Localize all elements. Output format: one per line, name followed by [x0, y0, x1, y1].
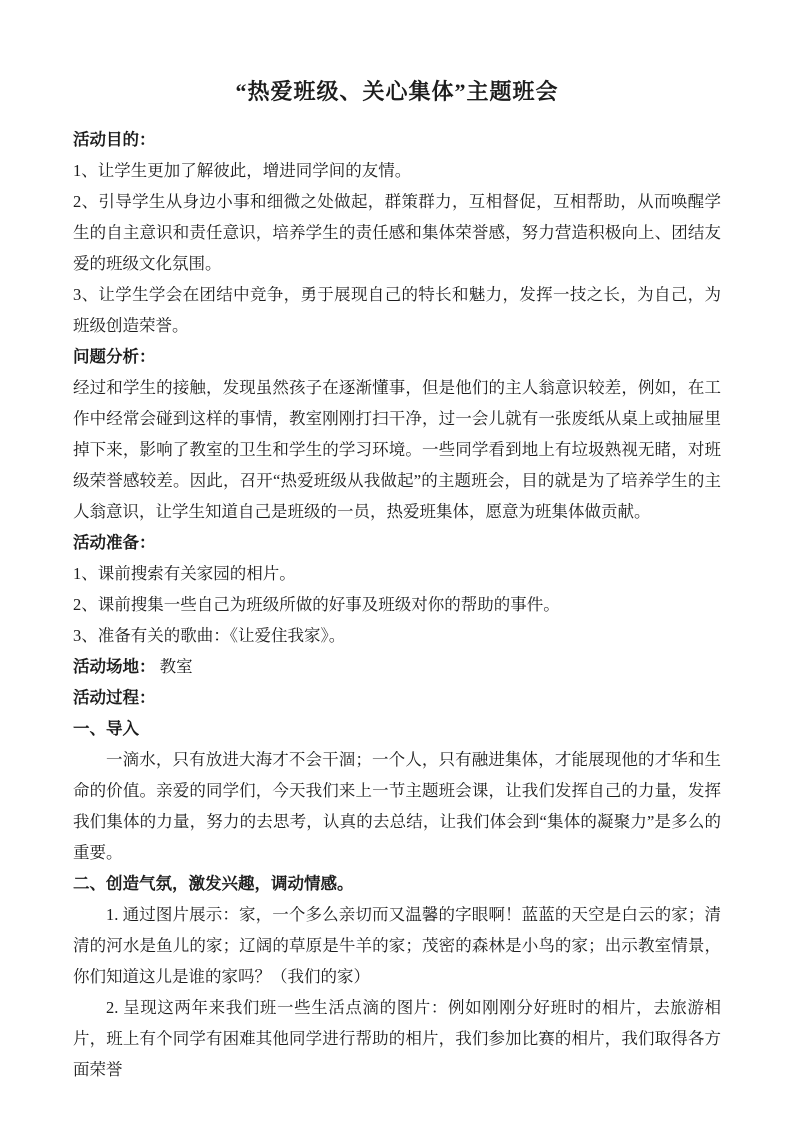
document-title: “热爱班级、关心集体”主题班会: [235, 79, 559, 104]
paragraph-problem-analysis: 经过和学生的接触，发现虽然孩子在逐渐懂事，但是他们的主人翁意识较差，例如，在工作中经常会碰到这样的事情，教室刚刚打扫干净，过一会儿就有一张废纸从桌上或抽屉里掉下来，影响了教室的卫生和学生的学习环境。一些同学看到地上有垃圾熟视无睹，对班级荣誉感较差。因此，召开“热爱班级从我做起”的主题班会，目的就是为了培养学生的主人翁意识，让学生知道自己是班级的一员，热爱班集体，愿意为班集体做贡献。: [73, 378, 721, 521]
subsection-heading-create-atmosphere: 二、创造气氛，激发兴趣，调动情感。: [73, 874, 354, 893]
subsection-heading-introduction: 一、导入: [73, 719, 139, 738]
paragraph-preparation-2: 2、课前搜集一些自己为班级所做的好事及班级对你的帮助的事件。: [73, 595, 560, 614]
paragraph-life-moments: 2. 呈现这两年来我们班一些生活点滴的图片：例如刚刚分好班时的相片，去旅游相片，班上有个同学有困难其他同学进行帮助的相片，我们参加比赛的相片，我们取得各方面荣誉: [73, 998, 721, 1079]
paragraph-goal-3: 3、让学生学会在团结中竞争，勇于展现自己的特长和魅力，发挥一技之长，为自己，为班级创造荣誉。: [73, 285, 721, 335]
paragraph-preparation-1: 1、课前搜索有关家园的相片。: [73, 564, 296, 583]
paragraph-picture-display: 1. 通过图片展示：家，一个多么亲切而又温馨的字眼啊！蓝蓝的天空是白云的家；清清的河水是鱼儿的家；辽阔的草原是牛羊的家；茂密的森林是小鸟的家；出示教室情景，你们知道这儿是谁的家吗？（我们的家）: [73, 905, 721, 986]
paragraph-activity-venue: [73, 651, 721, 682]
section-heading-problem-analysis: 问题分析：: [73, 347, 156, 366]
paragraph-preparation-3: 3、准备有关的歌曲：《让爱住我家》。: [73, 626, 346, 645]
paragraph-goal-1: 1、让学生更加了解彼此，增进同学间的友情。: [73, 161, 412, 180]
paragraph-introduction: 一滴水，只有放进大海才不会干涸；一个人，只有融进集体，才能展现他的才华和生命的价值。亲爱的同学们，今天我们来上一节主题班会课，让我们发挥自己的力量，发挥我们集体的力量，努力的去思考，认真的去总结，让我们体会到“集体的凝聚力”是多么的重要。: [73, 750, 721, 862]
section-heading-activity-goals: 活动目的：: [73, 130, 156, 149]
section-heading-activity-process: 活动过程：: [73, 688, 156, 707]
activity-venue-value: 教室: [159, 657, 193, 676]
section-heading-activity-venue: 活动场地：: [73, 657, 156, 676]
section-heading-activity-preparation: 活动准备：: [73, 533, 156, 552]
paragraph-goal-2: 2、引导学生从身边小事和细微之处做起，群策群力，互相督促，互相帮助，从而唤醒学生的自主意识和责任意识，培养学生的责任感和集体荣誉感，努力营造积极向上、团结友爱的班级文化氛围。: [73, 192, 721, 273]
